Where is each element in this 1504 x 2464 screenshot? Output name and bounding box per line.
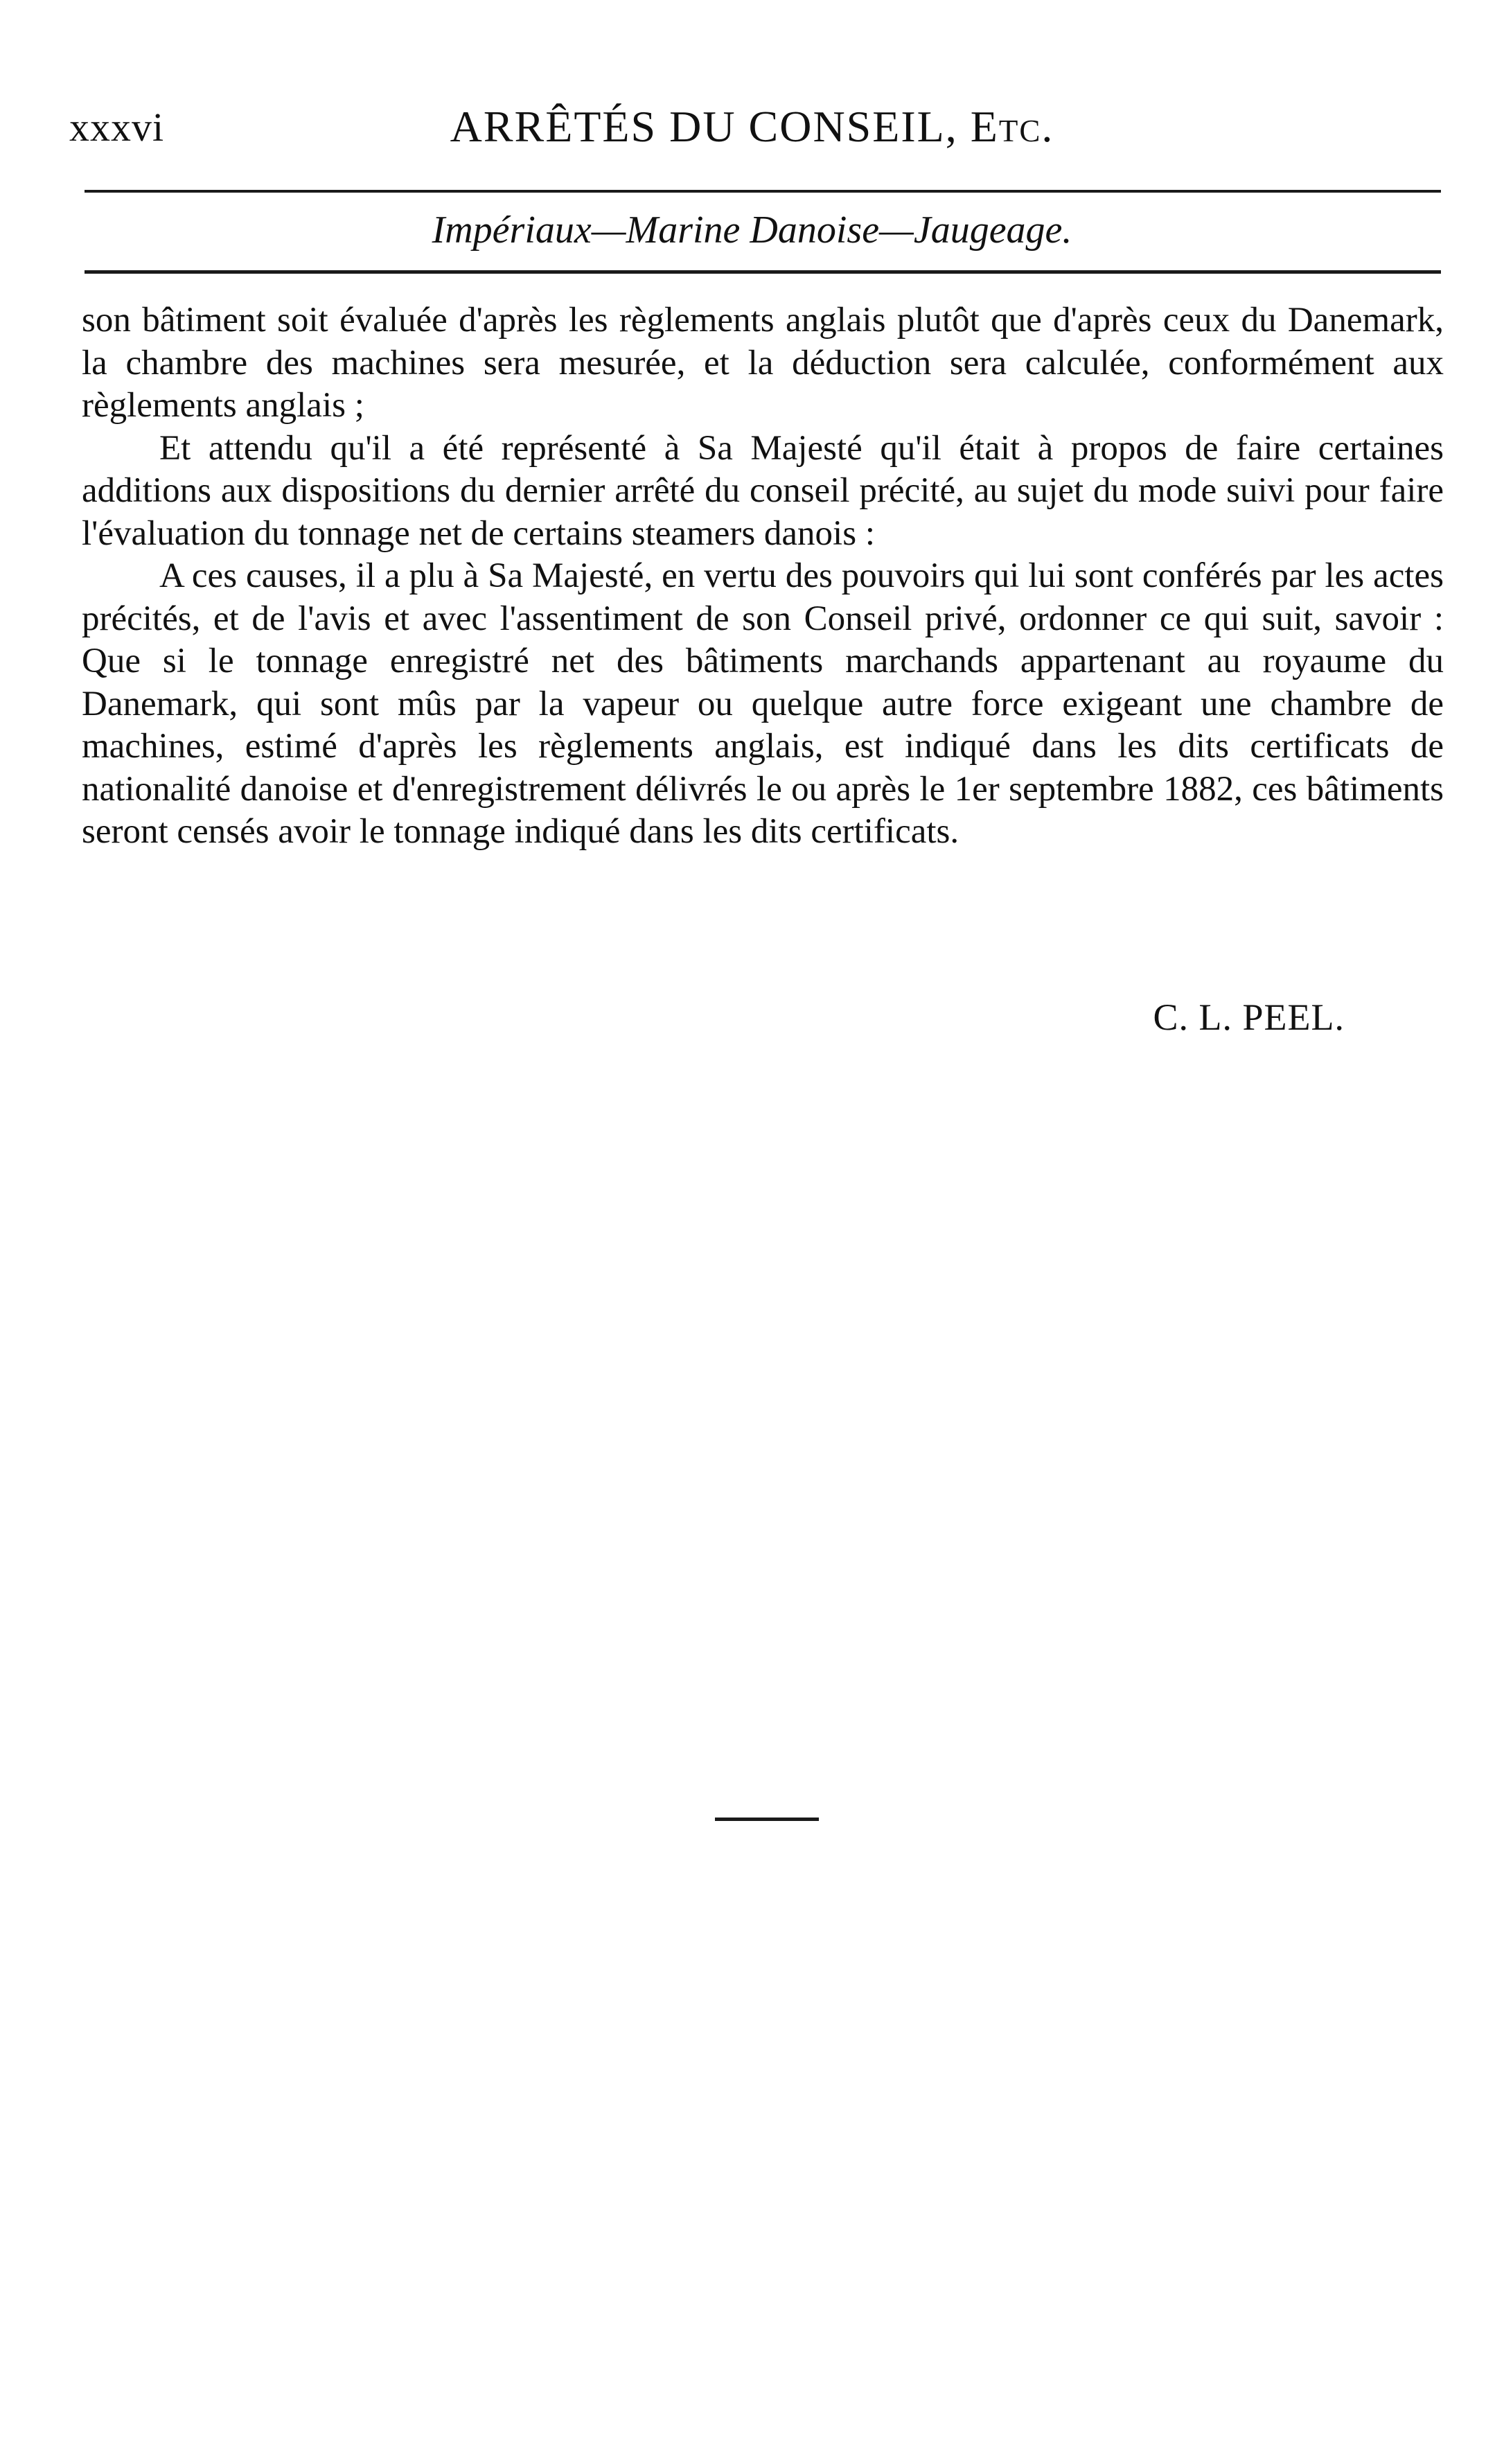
paragraph-order: A ces causes, il a plu à Sa Majesté, en vertu des pouvoirs qui lui sont conférés par les actes précités, et de l'avis et avec l'assentiment de son Conseil privé, ordonner ce qui suit, savoir : Que si le tonnage enregistré net des bâtiments marchands appartenant au royaume du Danemark, qui sont mûs par la vapeur ou quelque autre force exigeant une chambre de machines, estimé d'après les règlements anglais, est indiqué dans les dits certificats de nationalité danoise et d'enregistrement délivrés le ou après le 1er septembre 1882, ces bâtiments seront censés avoir le tonnage indiqué dans les dits certificats. <box>82 556 1444 851</box>
body-text <box>82 299 1444 854</box>
header-rule-bottom <box>85 270 1441 274</box>
paragraph-whereas: Et attendu qu'il a été représenté à Sa Majesté qu'il était à propos de faire certaines additions aux dispositions du dernier arrêté du conseil précité, au sujet du mode suivi pour faire l'évaluation du tonnage net de certains steamers danois : <box>82 428 1444 553</box>
running-title-suffix: Etc. <box>970 102 1054 151</box>
paragraph-continuation: son bâtiment soit évaluée d'après les règlements anglais plutôt que d'après ceux du Danemark, la chambre des machines sera mesurée, et la déduction sera calculée, conformément aux règlements anglais ; <box>82 301 1444 425</box>
end-rule <box>715 1818 819 1821</box>
section-subtitle: Impériaux—Marine Danoise—Jaugeage. <box>432 209 1072 252</box>
running-title <box>0 101 1504 152</box>
page-number: xxxvi <box>69 105 165 150</box>
running-title-main: ARRÊTÉS DU CONSEIL, <box>450 102 958 151</box>
header-rule-top <box>85 190 1441 193</box>
signature: C. L. PEEL. <box>1153 996 1345 1038</box>
